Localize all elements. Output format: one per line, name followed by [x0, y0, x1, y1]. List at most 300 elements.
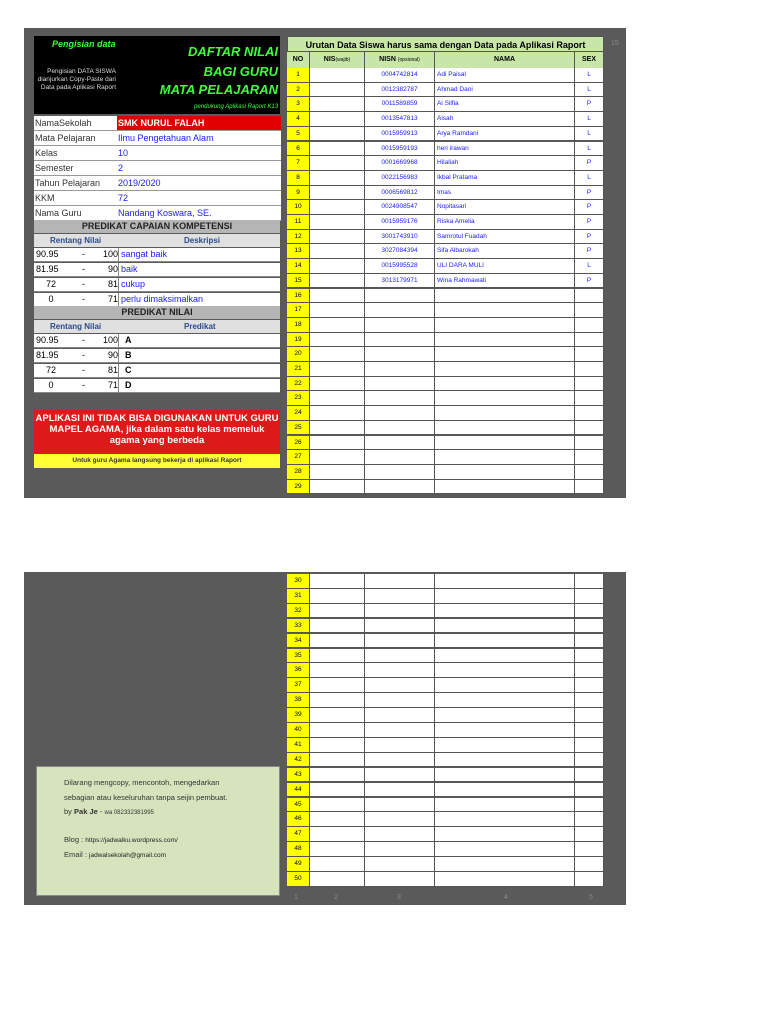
- nisn-cell[interactable]: [365, 465, 435, 480]
- nama-cell[interactable]: Aisah: [435, 112, 575, 127]
- nama-cell[interactable]: [435, 678, 575, 693]
- nis-cell[interactable]: [310, 244, 365, 259]
- nama-cell[interactable]: Riska Amelia: [435, 215, 575, 230]
- table-row: [287, 872, 604, 887]
- sex-cell[interactable]: L: [575, 127, 604, 142]
- header-sex: SEX: [575, 52, 604, 68]
- nisn-cell[interactable]: [365, 347, 435, 362]
- nis-cell[interactable]: [310, 112, 365, 127]
- nisn-cell[interactable]: [365, 798, 435, 813]
- nama-cell[interactable]: [435, 318, 575, 333]
- sex-cell[interactable]: [575, 333, 604, 348]
- nisn-cell[interactable]: 3001743910: [365, 230, 435, 245]
- row-number: 9: [287, 186, 310, 201]
- info-label: KKM: [34, 191, 117, 206]
- nis-cell[interactable]: [310, 274, 365, 289]
- nisn-cell[interactable]: 0015959913: [365, 127, 435, 142]
- row-number: 47: [287, 827, 310, 842]
- range-predikat: B: [118, 349, 132, 362]
- sex-cell[interactable]: P: [575, 186, 604, 201]
- nisn-cell[interactable]: [365, 857, 435, 872]
- nisn-cell[interactable]: [365, 753, 435, 768]
- sex-cell[interactable]: [575, 723, 604, 738]
- header-nis: [310, 52, 365, 68]
- sex-cell[interactable]: P: [575, 230, 604, 245]
- row-number: 46: [287, 812, 310, 827]
- row-number: 40: [287, 723, 310, 738]
- nis-cell[interactable]: [310, 619, 365, 634]
- by-prefix: by: [64, 807, 72, 816]
- row-number: 27: [287, 450, 310, 465]
- nisn-cell[interactable]: [365, 827, 435, 842]
- sex-cell[interactable]: [575, 768, 604, 783]
- table-row: [287, 318, 604, 333]
- nis-cell[interactable]: [310, 783, 365, 798]
- predikat-column-headers: [34, 320, 280, 333]
- nama-cell[interactable]: [435, 634, 575, 649]
- table-row: [287, 738, 604, 753]
- nis-cell[interactable]: [310, 303, 365, 318]
- nama-cell[interactable]: [435, 362, 575, 377]
- nama-cell[interactable]: [435, 723, 575, 738]
- table-row: [287, 604, 604, 619]
- nis-cell[interactable]: [310, 693, 365, 708]
- sex-cell[interactable]: [575, 693, 604, 708]
- nis-cell[interactable]: [310, 634, 365, 649]
- nisn-cell[interactable]: 3013179971: [365, 274, 435, 289]
- sex-cell[interactable]: [575, 857, 604, 872]
- nama-cell[interactable]: [435, 798, 575, 813]
- table-row: [287, 619, 604, 634]
- nisn-cell[interactable]: 0015959176: [365, 215, 435, 230]
- row-number: 5: [287, 127, 310, 142]
- sex-cell[interactable]: [575, 589, 604, 604]
- nisn-cell[interactable]: 0004742814: [365, 68, 435, 83]
- sex-cell[interactable]: [575, 663, 604, 678]
- sex-cell[interactable]: P: [575, 274, 604, 289]
- row-number: 48: [287, 842, 310, 857]
- nis-cell[interactable]: [310, 842, 365, 857]
- nama-cell[interactable]: heri irawan: [435, 142, 575, 157]
- sex-cell[interactable]: L: [575, 112, 604, 127]
- nis-cell[interactable]: [310, 391, 365, 406]
- range-to: 100: [102, 335, 118, 345]
- range-row: [34, 293, 280, 307]
- nama-cell[interactable]: [435, 480, 575, 495]
- sex-cell[interactable]: P: [575, 215, 604, 230]
- sex-cell[interactable]: [575, 303, 604, 318]
- nis-cell[interactable]: [310, 377, 365, 392]
- nama-cell[interactable]: [435, 872, 575, 887]
- nisn-cell[interactable]: [365, 436, 435, 451]
- nisn-cell[interactable]: [365, 663, 435, 678]
- nisn-cell[interactable]: 0012382787: [365, 83, 435, 98]
- sex-cell[interactable]: L: [575, 171, 604, 186]
- range-from: 90.95: [36, 249, 59, 259]
- nis-cell[interactable]: [310, 200, 365, 215]
- nisn-cell[interactable]: [365, 574, 435, 589]
- sex-cell[interactable]: [575, 708, 604, 723]
- nisn-cell[interactable]: [365, 303, 435, 318]
- info-value[interactable]: Nandang Koswara, SE.: [117, 206, 281, 221]
- nis-cell[interactable]: [310, 589, 365, 604]
- sex-cell[interactable]: [575, 783, 604, 798]
- range-dash: -: [82, 279, 85, 289]
- row-number: 42: [287, 753, 310, 768]
- nisn-cell[interactable]: [365, 333, 435, 348]
- row-number: 2: [287, 83, 310, 98]
- nama-cell[interactable]: Arya Ramdani: [435, 127, 575, 142]
- row-number: 8: [287, 171, 310, 186]
- range-to: 81: [107, 279, 118, 289]
- header-block: [34, 36, 280, 114]
- nis-cell[interactable]: [310, 186, 365, 201]
- nis-cell[interactable]: [310, 649, 365, 664]
- sex-cell[interactable]: [575, 391, 604, 406]
- info-value[interactable]: 2: [117, 161, 281, 176]
- author-name: Pak Je: [74, 807, 98, 816]
- nisn-cell[interactable]: [365, 480, 435, 495]
- pengisian-description: Pengisian DATA SISWA dianjurkan Copy-Paste dari Data pada Aplikasi Raport: [37, 68, 116, 91]
- sex-cell[interactable]: [575, 619, 604, 634]
- nis-cell[interactable]: [310, 230, 365, 245]
- nis-cell[interactable]: [310, 812, 365, 827]
- nis-cell[interactable]: [310, 97, 365, 112]
- nis-cell[interactable]: [310, 738, 365, 753]
- nama-cell[interactable]: ULI DARA MULI: [435, 259, 575, 274]
- nisn-cell[interactable]: [365, 406, 435, 421]
- sex-cell[interactable]: [575, 347, 604, 362]
- range-dash: -: [82, 380, 85, 390]
- sex-cell[interactable]: P: [575, 97, 604, 112]
- sex-cell[interactable]: L: [575, 142, 604, 157]
- range-row: [34, 334, 280, 348]
- table-row: [287, 156, 604, 171]
- nama-cell[interactable]: Ai Silfia: [435, 97, 575, 112]
- nama-cell[interactable]: Hilaliah: [435, 156, 575, 171]
- row-number: 3: [287, 97, 310, 112]
- nisn-cell[interactable]: [365, 589, 435, 604]
- table-row: [287, 186, 604, 201]
- sex-cell[interactable]: [575, 753, 604, 768]
- sex-cell[interactable]: [575, 436, 604, 451]
- nisn-cell[interactable]: 0013547813: [365, 112, 435, 127]
- nama-cell[interactable]: Nopitasari: [435, 200, 575, 215]
- sex-cell[interactable]: P: [575, 156, 604, 171]
- nis-cell[interactable]: [310, 259, 365, 274]
- range-predikat: C: [118, 364, 132, 377]
- nisn-cell[interactable]: [365, 678, 435, 693]
- nama-cell[interactable]: [435, 604, 575, 619]
- nis-cell[interactable]: [310, 127, 365, 142]
- sex-cell[interactable]: [575, 465, 604, 480]
- row-number: 17: [287, 303, 310, 318]
- nama-cell[interactable]: [435, 333, 575, 348]
- nis-cell[interactable]: [310, 347, 365, 362]
- sex-cell[interactable]: [575, 678, 604, 693]
- nisn-cell[interactable]: [365, 812, 435, 827]
- range-predikat: A: [118, 334, 132, 347]
- nisn-cell[interactable]: 0022156983: [365, 171, 435, 186]
- nama-cell[interactable]: [435, 708, 575, 723]
- table-row: [287, 289, 604, 304]
- sex-cell[interactable]: L: [575, 68, 604, 83]
- nama-cell[interactable]: Imas: [435, 186, 575, 201]
- row-number: 4: [287, 112, 310, 127]
- nama-cell[interactable]: [435, 377, 575, 392]
- sex-cell[interactable]: P: [575, 244, 604, 259]
- nisn-cell[interactable]: [365, 768, 435, 783]
- nis-cell[interactable]: [310, 406, 365, 421]
- sex-cell[interactable]: [575, 649, 604, 664]
- nama-cell[interactable]: [435, 436, 575, 451]
- nis-cell[interactable]: [310, 723, 365, 738]
- range-to: 90: [107, 350, 118, 360]
- table-row: [287, 274, 604, 289]
- table-row: [287, 857, 604, 872]
- info-row: [34, 206, 280, 221]
- nis-cell[interactable]: [310, 83, 365, 98]
- table-row: [287, 171, 604, 186]
- row-number: 34: [287, 634, 310, 649]
- info-row: [34, 116, 280, 131]
- nisn-cell[interactable]: [365, 619, 435, 634]
- row-number: 50: [287, 872, 310, 887]
- row-number: 49: [287, 857, 310, 872]
- nama-cell[interactable]: Ahmad Dani: [435, 83, 575, 98]
- table-row: [287, 723, 604, 738]
- nis-cell[interactable]: [310, 480, 365, 495]
- info-row: [34, 176, 280, 191]
- row-number: 38: [287, 693, 310, 708]
- sex-cell[interactable]: [575, 798, 604, 813]
- nama-cell[interactable]: [435, 619, 575, 634]
- nisn-cell[interactable]: 0006569812: [365, 186, 435, 201]
- nisn-cell[interactable]: 0024908547: [365, 200, 435, 215]
- row-number: 41: [287, 738, 310, 753]
- nama-cell[interactable]: [435, 812, 575, 827]
- info-value[interactable]: 2019/2020: [117, 176, 281, 191]
- row-number: 7: [287, 156, 310, 171]
- nama-cell[interactable]: [435, 391, 575, 406]
- nis-cell[interactable]: [310, 450, 365, 465]
- nisn-cell[interactable]: [365, 362, 435, 377]
- range-row: [34, 263, 280, 277]
- copyright-box: [36, 766, 280, 896]
- table-row: [287, 768, 604, 783]
- table-row: [287, 215, 604, 230]
- table-row: [287, 574, 604, 589]
- sex-cell[interactable]: P: [575, 200, 604, 215]
- nama-cell[interactable]: [435, 465, 575, 480]
- nisn-cell[interactable]: [365, 604, 435, 619]
- row-number: 39: [287, 708, 310, 723]
- nisn-cell[interactable]: [365, 708, 435, 723]
- nisn-cell[interactable]: [365, 842, 435, 857]
- nis-cell[interactable]: [310, 827, 365, 842]
- copyright-line-2: sebagian atau keseluruhan tanpa seijin pembuat.: [64, 793, 228, 802]
- nisn-cell[interactable]: [365, 391, 435, 406]
- nisn-cell[interactable]: 0011589859: [365, 97, 435, 112]
- info-row: [34, 131, 280, 146]
- nis-cell[interactable]: [310, 798, 365, 813]
- sex-cell[interactable]: L: [575, 83, 604, 98]
- nama-cell[interactable]: [435, 693, 575, 708]
- table-row: [287, 649, 604, 664]
- sex-cell[interactable]: [575, 812, 604, 827]
- nis-cell[interactable]: [310, 872, 365, 887]
- header-nis-note: (wajib): [335, 57, 351, 63]
- sex-cell[interactable]: [575, 574, 604, 589]
- sex-cell[interactable]: [575, 872, 604, 887]
- nis-cell[interactable]: [310, 604, 365, 619]
- sex-cell[interactable]: [575, 406, 604, 421]
- nisn-cell[interactable]: [365, 693, 435, 708]
- column-number: 5: [589, 894, 593, 901]
- nis-cell[interactable]: [310, 289, 365, 304]
- nisn-cell[interactable]: [365, 421, 435, 436]
- nis-cell[interactable]: [310, 465, 365, 480]
- sex-cell[interactable]: [575, 842, 604, 857]
- nisn-cell[interactable]: 0015959193: [365, 142, 435, 157]
- nisn-cell[interactable]: [365, 723, 435, 738]
- table-row: [287, 259, 604, 274]
- blog-link[interactable]: https://jadwalku.wordpress.com/: [85, 837, 178, 844]
- email-value: jadwalsekolah@gmail.com: [89, 852, 167, 859]
- row-number: 30: [287, 574, 310, 589]
- range-row: [34, 248, 280, 262]
- range-from: 90.95: [36, 335, 59, 345]
- info-label: Semester: [34, 161, 117, 176]
- info-value[interactable]: 72: [117, 191, 281, 206]
- nisn-cell[interactable]: [365, 783, 435, 798]
- nama-cell[interactable]: [435, 842, 575, 857]
- row-number: 23: [287, 391, 310, 406]
- nis-cell[interactable]: [310, 421, 365, 436]
- nisn-cell[interactable]: [365, 649, 435, 664]
- row-number: 32: [287, 604, 310, 619]
- range-from: 81.95: [36, 264, 59, 274]
- nis-cell[interactable]: [310, 362, 365, 377]
- nama-cell[interactable]: [435, 857, 575, 872]
- sex-cell[interactable]: [575, 450, 604, 465]
- nisn-cell[interactable]: 3027084394: [365, 244, 435, 259]
- nama-cell[interactable]: [435, 649, 575, 664]
- nama-cell[interactable]: [435, 738, 575, 753]
- row-number: 37: [287, 678, 310, 693]
- sex-cell[interactable]: [575, 377, 604, 392]
- table-row: [287, 377, 604, 392]
- nis-cell[interactable]: [310, 753, 365, 768]
- copyright-author: [64, 807, 154, 816]
- nis-cell[interactable]: [310, 171, 365, 186]
- range-row: [34, 379, 280, 393]
- nama-cell[interactable]: [435, 783, 575, 798]
- nis-cell[interactable]: [310, 68, 365, 83]
- nis-cell[interactable]: [310, 318, 365, 333]
- nama-cell[interactable]: [435, 347, 575, 362]
- row-number: 44: [287, 783, 310, 798]
- nisn-cell[interactable]: [365, 377, 435, 392]
- nis-cell[interactable]: [310, 857, 365, 872]
- nis-cell[interactable]: [310, 215, 365, 230]
- nisn-cell[interactable]: [365, 450, 435, 465]
- nis-cell[interactable]: [310, 142, 365, 157]
- sex-cell[interactable]: [575, 738, 604, 753]
- nama-cell[interactable]: Ikbal Pratama: [435, 171, 575, 186]
- nisn-cell[interactable]: [365, 872, 435, 887]
- nama-cell[interactable]: [435, 768, 575, 783]
- info-value[interactable]: Ilmu Pengetahuan Alam: [117, 131, 281, 146]
- nama-cell[interactable]: [435, 589, 575, 604]
- nama-cell[interactable]: [435, 303, 575, 318]
- sex-cell[interactable]: [575, 604, 604, 619]
- nama-cell[interactable]: Sifa Albarokah: [435, 244, 575, 259]
- row-number: 36: [287, 663, 310, 678]
- nis-cell[interactable]: [310, 574, 365, 589]
- nisn-cell[interactable]: [365, 738, 435, 753]
- table-row: [287, 68, 604, 83]
- sex-cell[interactable]: [575, 827, 604, 842]
- nama-cell[interactable]: [435, 663, 575, 678]
- range-from: 0: [48, 294, 54, 304]
- nis-cell[interactable]: [310, 768, 365, 783]
- range-row: [34, 364, 280, 378]
- sex-cell[interactable]: L: [575, 259, 604, 274]
- nama-cell[interactable]: [435, 289, 575, 304]
- nisn-cell[interactable]: [365, 634, 435, 649]
- sex-cell[interactable]: [575, 480, 604, 495]
- nama-cell[interactable]: [435, 574, 575, 589]
- author-wa: wa 082332381995: [104, 810, 154, 816]
- sex-cell[interactable]: [575, 289, 604, 304]
- nis-cell[interactable]: [310, 663, 365, 678]
- nis-cell[interactable]: [310, 436, 365, 451]
- range-to: 71: [107, 294, 118, 304]
- nama-cell[interactable]: Wina Rahmawati: [435, 274, 575, 289]
- nis-cell[interactable]: [310, 156, 365, 171]
- row-number: 21: [287, 362, 310, 377]
- sex-cell[interactable]: [575, 421, 604, 436]
- sex-cell[interactable]: [575, 362, 604, 377]
- nisn-cell[interactable]: 0001669968: [365, 156, 435, 171]
- nama-cell[interactable]: [435, 753, 575, 768]
- column-number: 4: [504, 894, 508, 901]
- nama-cell[interactable]: Samrotul Fuadah: [435, 230, 575, 245]
- table-row: [287, 347, 604, 362]
- nisn-cell[interactable]: 0015995528: [365, 259, 435, 274]
- nama-cell[interactable]: [435, 406, 575, 421]
- info-value[interactable]: SMK NURUL FALAH: [117, 116, 281, 131]
- nama-cell[interactable]: Adi Paisal: [435, 68, 575, 83]
- sex-cell[interactable]: [575, 634, 604, 649]
- info-label: Kelas: [34, 146, 117, 161]
- range-description: cukup: [118, 278, 145, 291]
- nisn-cell[interactable]: [365, 318, 435, 333]
- nama-cell[interactable]: [435, 450, 575, 465]
- nis-cell[interactable]: [310, 678, 365, 693]
- table-row: [287, 406, 604, 421]
- nis-cell[interactable]: [310, 708, 365, 723]
- nis-cell[interactable]: [310, 333, 365, 348]
- nama-cell[interactable]: [435, 827, 575, 842]
- sex-cell[interactable]: [575, 318, 604, 333]
- table-row: [287, 230, 604, 245]
- nama-cell[interactable]: [435, 421, 575, 436]
- subtitle: pendukung Aplikasi Raport K13: [194, 104, 278, 110]
- info-value[interactable]: 10: [117, 146, 281, 161]
- nisn-cell[interactable]: [365, 289, 435, 304]
